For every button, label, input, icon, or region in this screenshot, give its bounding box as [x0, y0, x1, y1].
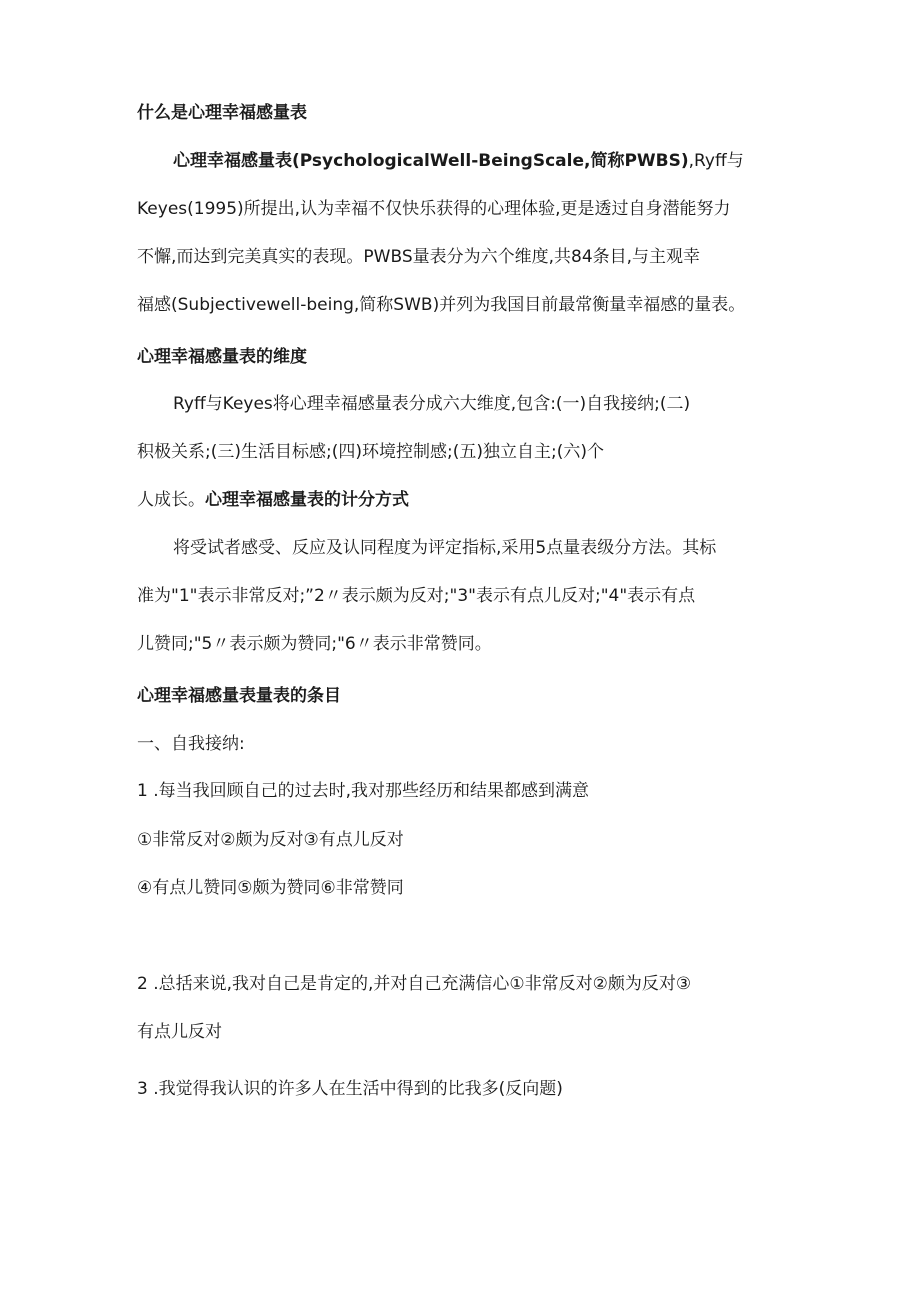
dimensions-line-3 [137, 476, 787, 524]
scoring-line-1: 将受试者感受、反应及认同程度为评定指标,采用5点量表级分方法。其标 [173, 538, 717, 558]
intro-paragraph [137, 137, 787, 329]
intro-line-1-rest: ,Ryff与 [688, 151, 744, 171]
scoring-paragraph [137, 524, 787, 668]
intro-line-1 [137, 137, 787, 185]
question-1: 1 .每当我回顾自己的过去时,我对那些经历和结果都感到满意 [137, 781, 590, 801]
heading-what-is-pwbs: 什么是心理幸福感量表 [137, 103, 307, 123]
question-2 [137, 960, 787, 1056]
question-2-line-2: 有点儿反对 [137, 1022, 222, 1042]
dimensions-line-2: 积极关系;(三)生活目标感;(四)环境控制感;(五)独立自主;(六)个 [137, 442, 604, 462]
scoring-line-2: 准为"1"表示非常反对;”2〃表示颇为反对;"3"表示有点儿反对;"4"表示有点 [137, 586, 696, 606]
subsection-self-acceptance: 一、自我接纳: [137, 734, 245, 754]
intro-line-3: 不懈,而达到完美真实的表现。PWBS量表分为六个维度,共84条目,与主观幸 [137, 247, 701, 267]
dimensions-paragraph [137, 380, 787, 524]
heading-dimensions: 心理幸福感量表的维度 [137, 347, 307, 367]
question-2-line-1: 2 .总括来说,我对自己是肯定的,并对自己充满信心①非常反对②颇为反对③ [137, 974, 692, 994]
intro-line-4: 福感(Subjectivewell-being,简称SWB)并列为我国目前最常衡量幸福感的量表。 [137, 295, 746, 315]
scoring-line-3: 儿赞同;"5〃表示颇为赞同;"6〃表示非常赞同。 [137, 634, 492, 654]
heading-scoring: 心理幸福感量表的计分方式 [205, 490, 409, 510]
question-1-options-a: ①非常反对②颇为反对③有点儿反对 [137, 830, 404, 850]
intro-bold-lead: 心理幸福感量表(PsychologicalWell-BeingScale,简称PWBS) [173, 151, 689, 171]
heading-items: 心理幸福感量表量表的条目 [137, 686, 341, 706]
intro-line-2: Keyes(1995)所提出,认为幸福不仅快乐获得的心理体验,更是透过自身潜能努力 [137, 199, 731, 219]
question-1-options-b: ④有点儿赞同⑤颇为赞同⑥非常赞同 [137, 878, 404, 898]
dimensions-line-1: Ryff与Keyes将心理幸福感量表分成六大维度,包含:(一)自我接纳;(二) [173, 394, 691, 414]
dimensions-line-3-plain: 人成长。 [137, 490, 205, 510]
question-3: 3 .我觉得我认识的许多人在生活中得到的比我多(反向题) [137, 1079, 563, 1099]
